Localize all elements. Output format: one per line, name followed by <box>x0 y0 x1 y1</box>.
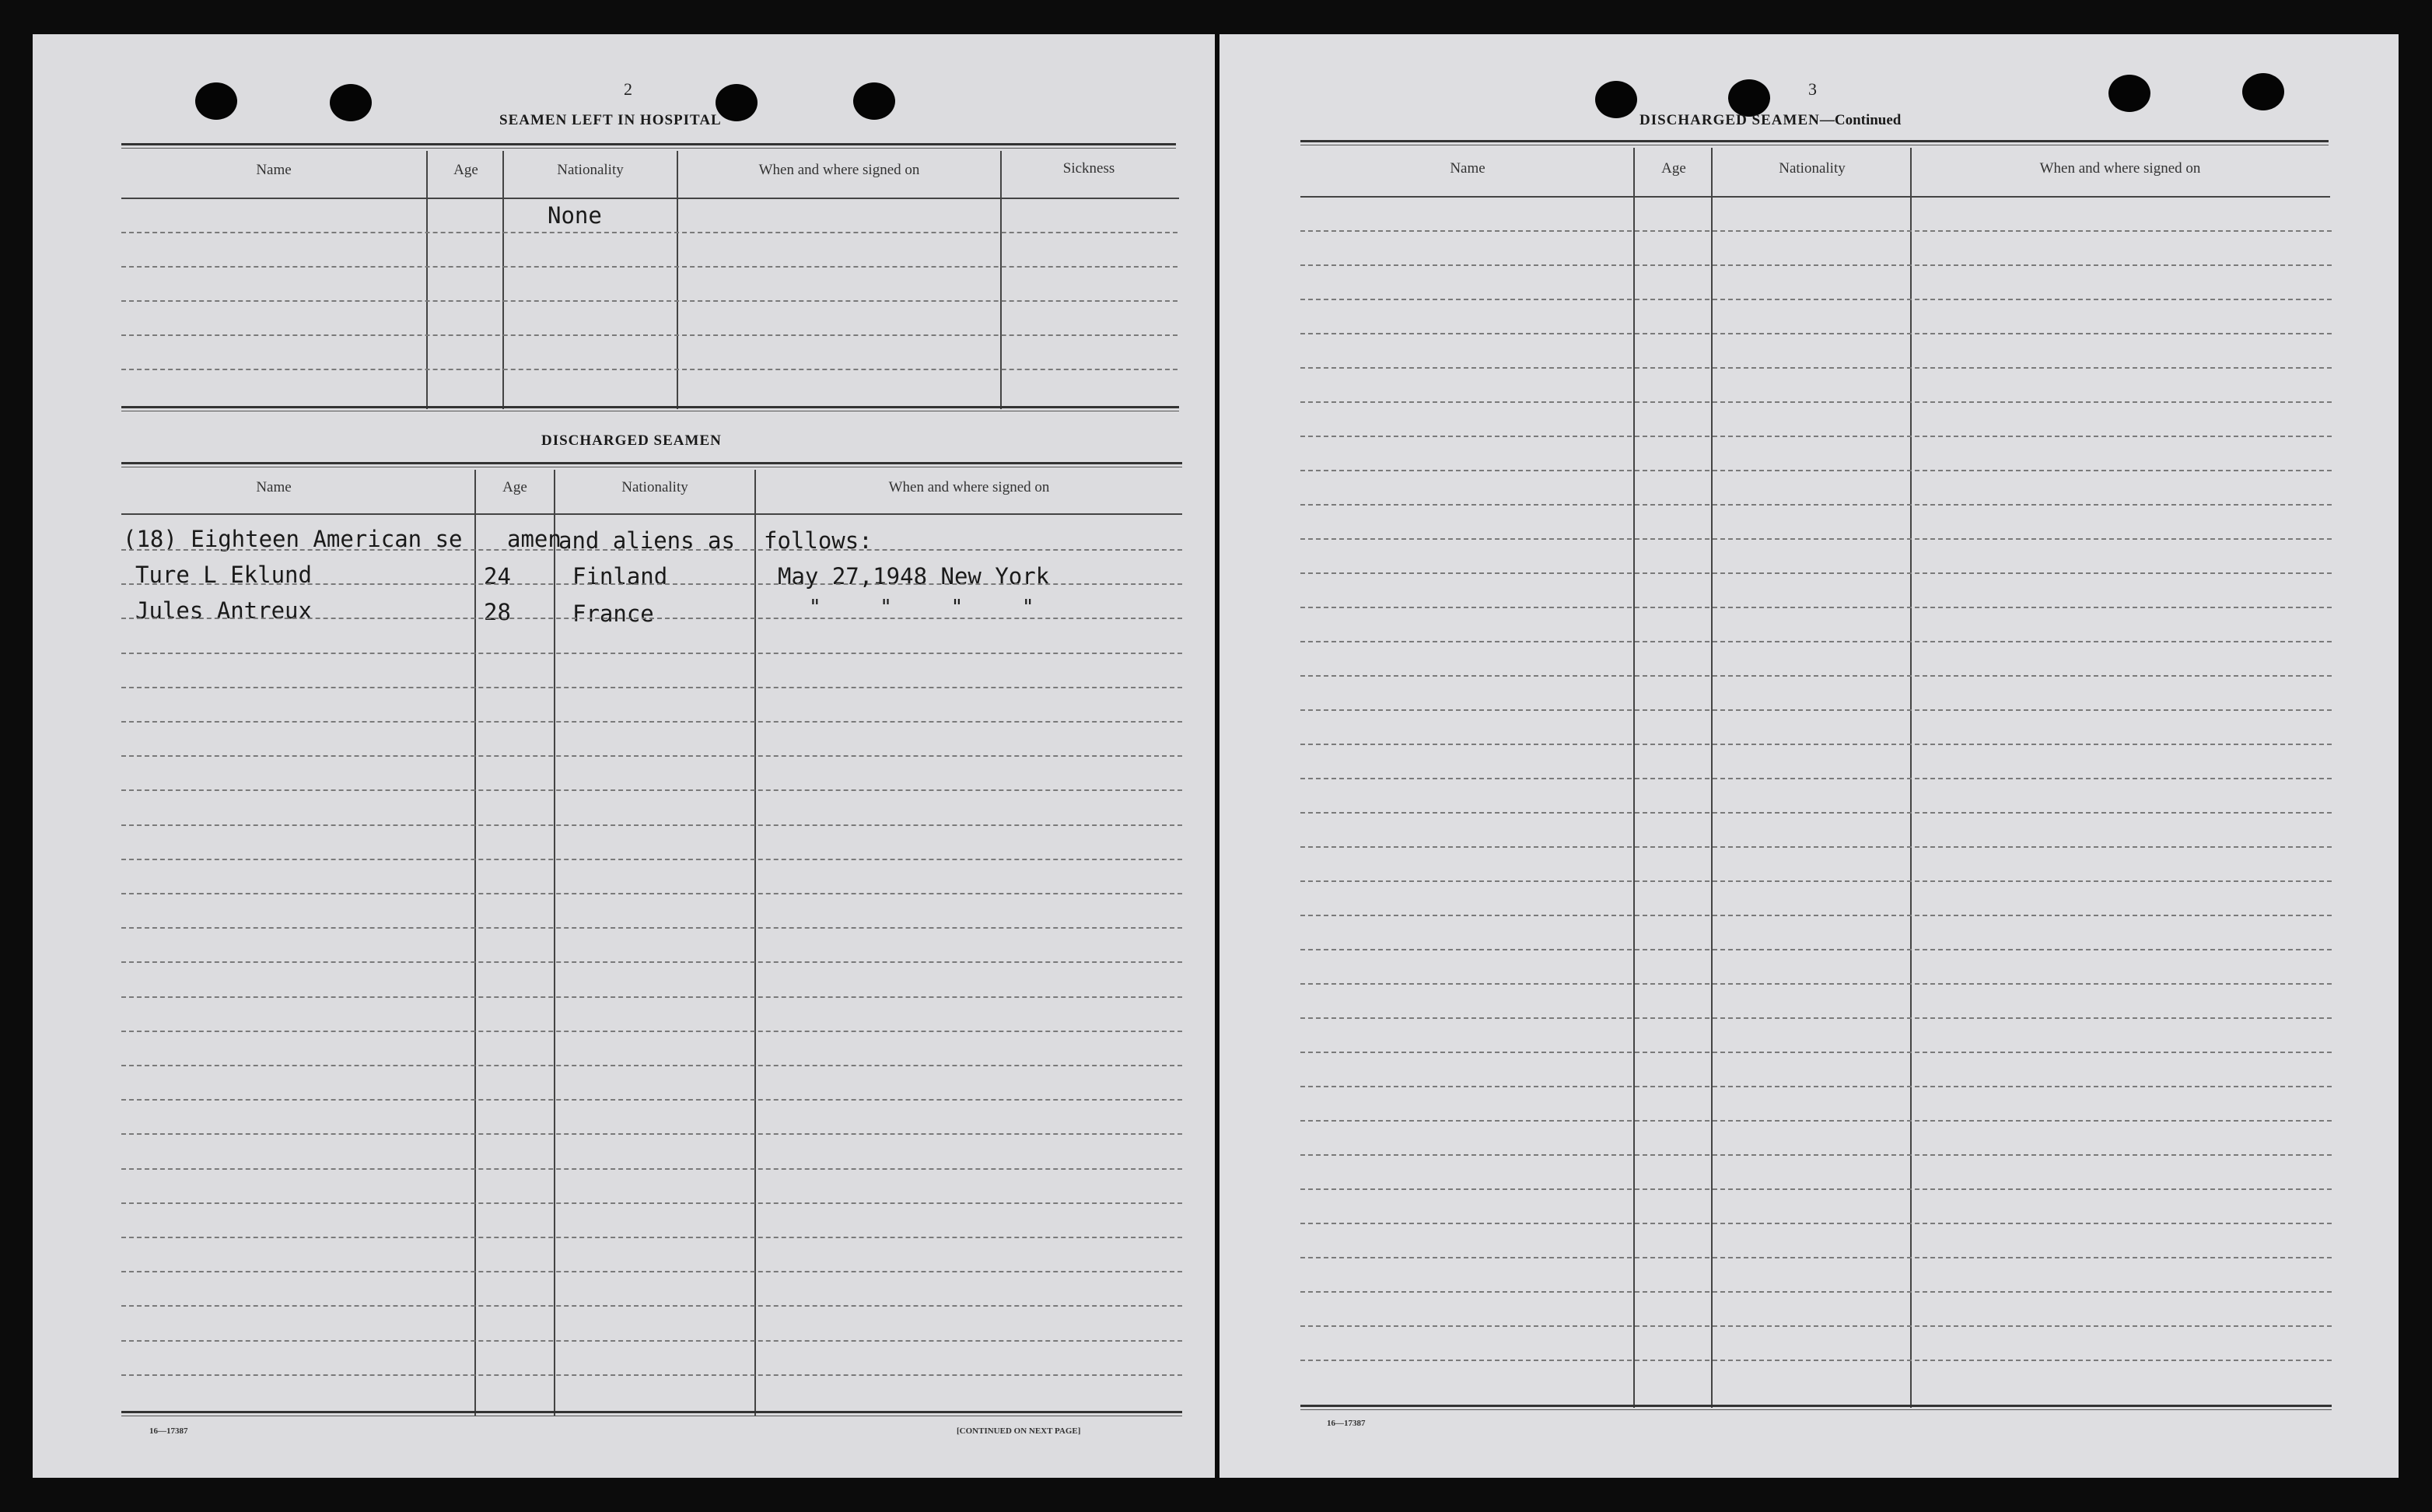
ruled-line <box>1300 778 2332 779</box>
ruled-line <box>1300 436 2332 437</box>
punch-hole <box>195 82 237 120</box>
ruled-line <box>121 927 1182 929</box>
ruled-line <box>121 1237 1182 1238</box>
table-bottom-rule <box>121 406 1179 411</box>
intro-age: amen <box>507 526 562 552</box>
continued-note: [CONTINUED ON NEXT PAGE] <box>957 1426 1081 1436</box>
ruled-line <box>1300 1325 2332 1327</box>
table-bottom-rule <box>1300 1405 2332 1410</box>
column-divider <box>1000 151 1002 409</box>
column-divider <box>502 151 504 409</box>
column-divider <box>426 151 428 409</box>
ruled-line <box>1300 915 2332 916</box>
ruled-line <box>1300 1188 2332 1190</box>
hospital-entry: None <box>548 202 602 229</box>
ruled-line <box>1300 1154 2332 1156</box>
ruled-line <box>1300 367 2332 369</box>
col-header-sickness: Sickness <box>1062 160 1115 177</box>
ruled-line <box>121 859 1182 860</box>
ruled-line <box>121 1031 1182 1032</box>
seaman-age: 28 <box>484 599 511 625</box>
col-header-age: Age <box>453 162 478 178</box>
header-rule <box>1300 196 2330 198</box>
page-number: 3 <box>1808 79 1817 99</box>
page-number: 2 <box>624 79 632 99</box>
ruled-line <box>121 232 1178 233</box>
col-header-nationality: Nationality <box>557 162 624 178</box>
ruled-line <box>1300 1017 2332 1019</box>
ruled-line <box>1300 880 2332 882</box>
ruled-line <box>1300 607 2332 608</box>
ruled-line <box>121 653 1182 654</box>
ruled-line <box>121 755 1182 757</box>
col-header-name: Name <box>1450 160 1485 177</box>
page-title: DISCHARGED SEAMEN—Continued <box>1639 112 1902 128</box>
punch-hole <box>716 84 758 121</box>
ruled-line <box>1300 1052 2332 1053</box>
ruled-line <box>121 1099 1182 1101</box>
ruled-line <box>1300 1086 2332 1087</box>
seaman-nationality: Finland <box>572 563 668 590</box>
punch-hole <box>1728 79 1770 117</box>
punch-hole <box>330 84 372 121</box>
header-rule <box>121 198 1179 199</box>
col-header-nationality: Nationality <box>621 479 688 495</box>
ruled-line <box>121 824 1182 826</box>
ruled-line <box>121 1065 1182 1066</box>
ruled-line <box>1300 641 2332 642</box>
ruled-line <box>121 996 1182 998</box>
ruled-line <box>121 1374 1182 1376</box>
ruled-line <box>1300 1360 2332 1361</box>
col-header-age: Age <box>502 479 527 495</box>
column-divider <box>474 470 476 1416</box>
ruled-line <box>1300 709 2332 711</box>
form-number: 16—17387 <box>1327 1419 1366 1428</box>
seaman-name: Ture L Eklund <box>135 562 312 588</box>
ruled-line <box>1300 1223 2332 1224</box>
ruled-line <box>1300 504 2332 506</box>
seaman-signed-on: May 27,1948 New York <box>778 563 1050 590</box>
form-number: 16—17387 <box>149 1426 188 1436</box>
ruled-line <box>121 369 1178 370</box>
ruled-line <box>1300 1291 2332 1293</box>
ruled-line <box>1300 264 2332 266</box>
ruled-line <box>121 1168 1182 1170</box>
hospital-section-title: SEAMEN LEFT IN HOSPITAL <box>499 112 722 128</box>
table-bottom-rule <box>121 1411 1182 1416</box>
column-divider <box>677 151 678 409</box>
ruled-line <box>121 300 1178 302</box>
ruled-line <box>1300 299 2332 300</box>
column-divider <box>754 470 756 1416</box>
intro-signed-on: follows: <box>764 527 873 554</box>
ruled-line <box>1300 983 2332 985</box>
ruled-line <box>1300 572 2332 574</box>
ruled-line <box>121 1340 1182 1342</box>
intro-name: (18) Eighteen American se <box>123 526 463 552</box>
col-header-nationality: Nationality <box>1779 160 1846 177</box>
ruled-line <box>121 1271 1182 1272</box>
ruled-line <box>121 618 1182 619</box>
ruled-line <box>1300 230 2332 232</box>
table-top-rule <box>121 462 1182 467</box>
ruled-line <box>1300 333 2332 334</box>
ruled-line <box>121 1202 1182 1204</box>
ruled-line <box>1300 812 2332 814</box>
ruled-line <box>1300 744 2332 745</box>
ruled-line <box>1300 949 2332 950</box>
seaman-name: Jules Antreux <box>135 597 312 624</box>
header-rule <box>121 513 1182 515</box>
ruled-line <box>121 789 1182 791</box>
col-header-age: Age <box>1661 160 1686 177</box>
ruled-line <box>1300 470 2332 471</box>
table-top-rule <box>121 143 1176 149</box>
ruled-line <box>121 893 1182 894</box>
col-header-signed-on: When and where signed on <box>888 479 1050 495</box>
col-header-name: Name <box>256 479 292 495</box>
punch-hole <box>853 82 895 120</box>
ruled-line <box>121 1305 1182 1307</box>
ruled-line <box>121 687 1182 688</box>
table-top-rule <box>1300 140 2329 145</box>
discharged-section-title: DISCHARGED SEAMEN <box>541 432 722 449</box>
ditto-marks: " " " " <box>809 596 1034 619</box>
ruled-line <box>1300 538 2332 540</box>
col-header-signed-on: When and where signed on <box>758 162 920 178</box>
col-header-name: Name <box>256 162 292 178</box>
ruled-line <box>1300 675 2332 677</box>
punch-hole <box>2108 75 2150 112</box>
seaman-nationality: France <box>572 600 654 627</box>
right-form-page <box>1219 34 2399 1478</box>
ruled-line <box>121 1133 1182 1135</box>
intro-nationality: and aliens as <box>558 527 735 554</box>
ruled-line <box>121 583 1182 585</box>
ruled-line <box>121 961 1182 963</box>
ruled-line <box>1300 401 2332 403</box>
punch-hole <box>1595 81 1637 118</box>
col-header-signed-on: When and where signed on <box>2039 160 2201 177</box>
ruled-line <box>1300 1257 2332 1258</box>
ruled-line <box>121 266 1178 268</box>
ruled-line <box>1300 1120 2332 1122</box>
ruled-line <box>121 549 1182 551</box>
seaman-age: 24 <box>484 563 511 590</box>
ruled-line <box>1300 846 2332 848</box>
column-divider <box>554 470 555 1416</box>
punch-hole <box>2242 73 2284 110</box>
ruled-line <box>121 721 1182 723</box>
ruled-line <box>121 334 1178 336</box>
left-form-page <box>33 34 1215 1478</box>
